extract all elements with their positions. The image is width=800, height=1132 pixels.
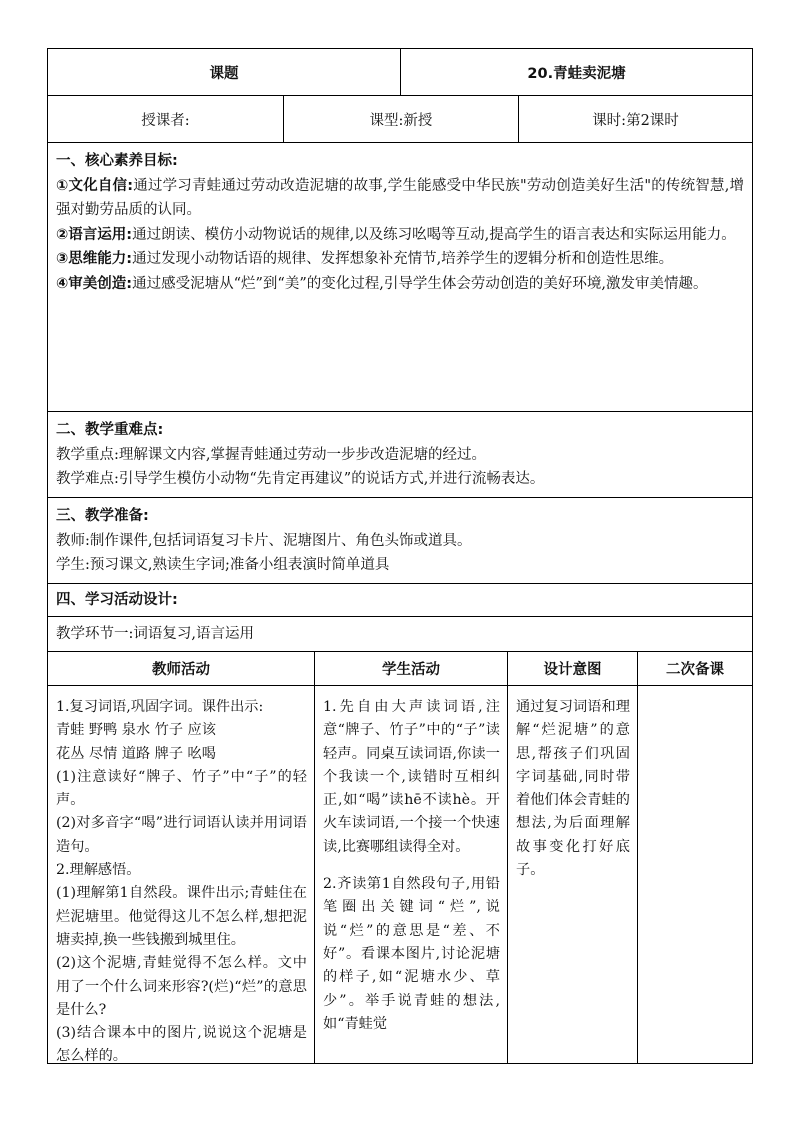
student-prep-text: 学生:预习课文,熟读生字词;准备小组表演时简单道具 xyxy=(56,557,390,573)
key-points-heading: 二、教学重难点: xyxy=(56,422,164,438)
teacher-line: 花丛 尽情 道路 牌子 吆喝 xyxy=(56,745,216,762)
teacher-prep-text: 教师:制作课件,包括词语复习卡片、泥塘图片、角色头饰或道具。 xyxy=(56,532,472,549)
title-row xyxy=(48,49,752,96)
segment-text: 教学环节一:词语复习,语言运用 xyxy=(56,626,254,642)
design-intent-text: 通过复习词语和理解“烂泥塘”的意思,帮孩子们巩固字词基础,同时带着他们体会青蛙的想法,为后面理解故事变化打好底子。 xyxy=(516,699,630,879)
teacher-label: 授课者: xyxy=(141,112,190,129)
objective-item: ③思维能力:通过发现小动物话语的规律、发挥想象补充情节,培养学生的逻辑分析和创造性思维。 xyxy=(56,251,674,267)
type-label: 课型:新授 xyxy=(283,96,518,142)
teacher-line: (3)结合课本中的图片,说说这个泥塘是怎么样的。 xyxy=(56,1025,307,1065)
activity-columns-header xyxy=(48,652,752,686)
preparation-section xyxy=(48,498,752,584)
col-teacher-activity: 教师活动 xyxy=(152,662,210,678)
preparation-heading: 三、教学准备: xyxy=(56,508,149,524)
activity-body-row xyxy=(48,686,752,1063)
objective-item: ②语言运用:通过朗读、模仿小动物说话的规律,以及练习吆喝等互动,提高学生的语言表达和实际运用能力。 xyxy=(56,226,736,243)
student-activity-cell xyxy=(314,686,507,1063)
key-points-section xyxy=(48,412,752,498)
design-intent-cell xyxy=(507,686,637,1063)
title-label: 课题 xyxy=(209,65,239,82)
teacher-line: 2.理解感悟。 xyxy=(56,862,141,879)
segment-row xyxy=(48,617,752,652)
teacher-activity-cell xyxy=(48,686,314,1063)
objective-item: ④审美创造:通过感受泥塘从“烂”到“美”的变化过程,引导学生体会劳动创造的美好环境,激发审美情趣。 xyxy=(56,275,708,292)
student-paragraph: 2.齐读第1自然段句子,用铅笔圈出关键词“烂”,说说“烂”的意思是“差、不好”。看课本图片,讨论泥塘的样子,如“泥塘水少、草少”。举手说青蛙的想法,如“青蛙觉 xyxy=(323,876,500,1032)
teacher-line: 青蛙 野鸭 泉水 竹子 应该 xyxy=(56,722,216,739)
teacher-line: (2)这个泥塘,青蛙觉得不怎么样。文中用了一个什么词来形容?(烂)“烂”的意思是什么? xyxy=(56,955,307,1018)
activities-heading-row xyxy=(48,584,752,617)
teacher-line: (2)对多音字“喝”进行词语认读并用词语造句。 xyxy=(56,815,307,855)
info-row xyxy=(48,96,752,143)
teacher-line: (1)理解第1自然段。课件出示;青蛙住在烂泥塘里。他觉得这儿不怎么样,想把泥塘卖掉,换一些钱搬到城里住。 xyxy=(56,885,307,948)
student-paragraph: 1.先自由大声读词语,注意“牌子、竹子”中的“子”读轻声。同桌互读词语,你读一个我读一个,读错时互相纠正,如“喝”读hē不读hè。开火车读词语,一个接一个快速读,比赛哪组读得全对。 xyxy=(323,699,500,855)
hours-label: 课时:第2课时 xyxy=(518,96,752,142)
teacher-line: (1)注意读好“牌子、竹子”中“子”的轻声。 xyxy=(56,768,307,809)
focus-text: 教学重点:理解课文内容,掌握青蛙通过劳动一步步改造泥塘的经过。 xyxy=(56,446,486,463)
difficulty-text: 教学难点:引导学生模仿小动物“先肯定再建议”的说话方式,并进行流畅表达。 xyxy=(56,471,545,487)
teacher-line: 1.复习词语,巩固字词。课件出示: xyxy=(56,699,264,715)
second-prep-cell xyxy=(637,686,752,1063)
col-second-prep: 二次备课 xyxy=(637,652,752,685)
col-design-intent: 设计意图 xyxy=(507,652,637,685)
objectives-heading: 一、核心素养目标: xyxy=(56,153,178,169)
activities-heading: 四、学习活动设计: xyxy=(56,592,178,608)
lesson-plan-table xyxy=(47,48,753,1064)
objectives-section xyxy=(48,143,752,412)
objective-item: ①文化自信:通过学习青蛙通过劳动改造泥塘的故事,学生能感受中华民族"劳动创造美好生活"的传统智慧,增强对勤劳品质的认同。 xyxy=(56,177,744,218)
title-value: 20.青蛙卖泥塘 xyxy=(400,49,752,95)
col-student-activity: 学生活动 xyxy=(314,652,507,685)
